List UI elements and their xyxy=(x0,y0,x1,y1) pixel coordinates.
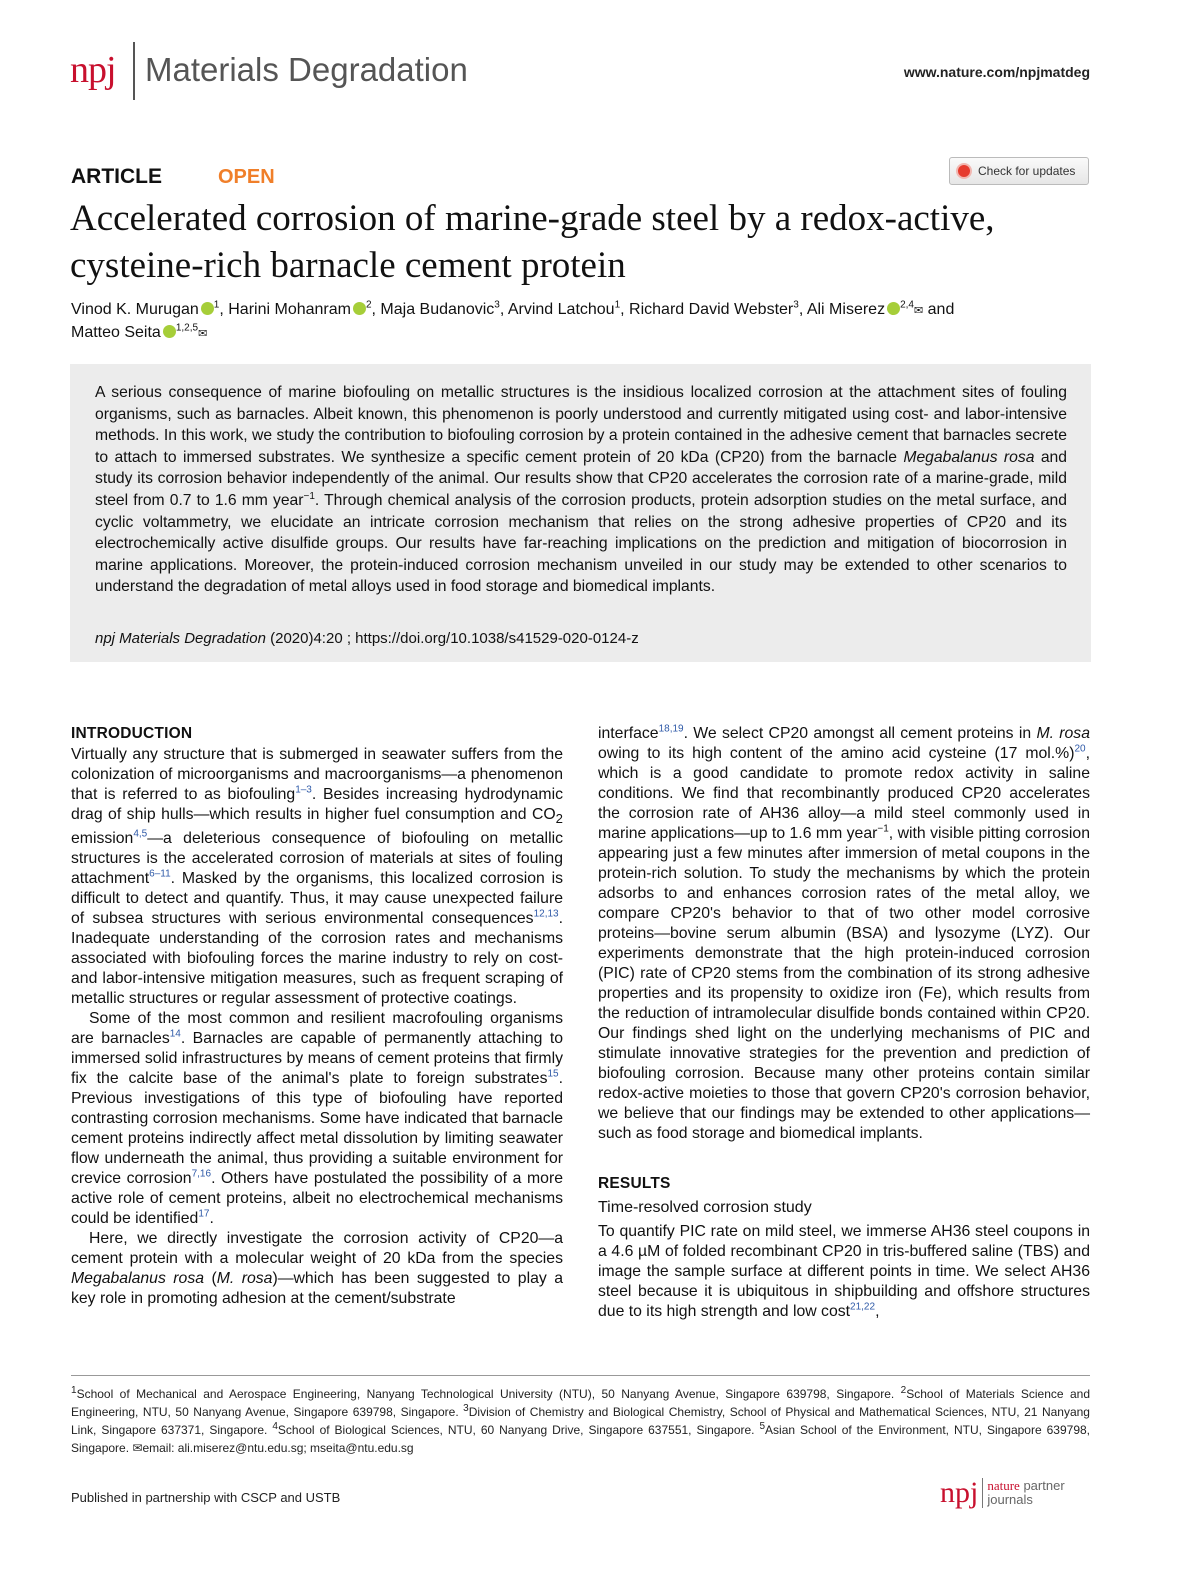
reference-link[interactable]: 17 xyxy=(198,1208,210,1220)
results-paragraph-1: To quantify PIC rate on mild steel, we immerse AH36 steel coupons in a 4.6 µM of folded recombinant CP20 in tris-buffered saline (TBS) and image the sample surface at different points in time. We select AH36 steel because it is ubiquitous in shipbuilding and offshore structures due to its high strength and low cost$^{21,22}$, xyxy=(598,1223,1090,1320)
intro-paragraph-2: Some of the most common and resilient macrofouling organisms are barnacles$^{14}$. Barnacles are capable of permanently attaching to immersed solid infrastructures by means of cement proteins that firmly fix the calcite base of the animal's plate to foreign substrates$^{15}$. Previous investigations of this type of biofouling have reported contrasting corrosion mechanisms. Some have indicated that barnacle cement proteins indirectly affect metal dissolution by limiting seawater flow underneath the animal, thus providing a suitable environment for crevice corrosion$^{7,16}$. Others have postulated the possibility of a more active role of cement proteins, albeit no electrochemical mechanisms could be identified$^{17}$. xyxy=(71,1010,563,1228)
journal-name[interactable]: Materials Degradation xyxy=(145,51,468,88)
reference-link[interactable]: 6–11 xyxy=(149,868,171,880)
reference-link[interactable]: 15 xyxy=(547,1068,559,1080)
intro-paragraph-3: Here, we directly investigate the corrosion activity of CP20—a cement protein with a molecular weight of 20 kDa from the species Megabalanus rosa (M. rosa)—which has been suggested to play a key role in promoting adhesion at the cement/substrate xyxy=(71,1230,563,1308)
reference-link[interactable]: 12,13 xyxy=(533,908,559,920)
article-type: ARTICLE xyxy=(71,165,162,188)
author-affiliation: 1 xyxy=(614,299,621,311)
publisher-note: Published in partnership with CSCP and USTB xyxy=(71,1490,341,1505)
author-affiliation: 2 xyxy=(365,299,372,311)
partner-divider xyxy=(982,1478,983,1508)
subsection-heading: Time-resolved corrosion study xyxy=(598,1199,812,1216)
author-list: Vinod K. Murugan $^1$, Harini Mohanram $^2$, Maja Budanovic$^3$, Arvind Latchou$^1$, Richard David Webster$^3$, Ali Miserez $^{2,4}$✉ and Matteo Seita $^{1,2,5}$✉ xyxy=(71,299,955,341)
reference-link[interactable]: 18,19 xyxy=(658,723,684,735)
author-affiliation: 1 xyxy=(213,299,220,311)
author-name[interactable]: Ali Miserez xyxy=(806,301,886,318)
body-column-left xyxy=(71,724,563,1309)
author-affiliation: 1,2,5 xyxy=(175,322,199,334)
envelope-icon[interactable]: ✉ xyxy=(198,328,208,340)
open-access-label: OPEN xyxy=(218,166,275,188)
logo-divider xyxy=(133,42,135,100)
authors-and: and xyxy=(927,301,955,318)
reference-link[interactable]: 1–3 xyxy=(295,784,312,796)
reference-link[interactable]: 4,5 xyxy=(133,828,148,840)
author-name[interactable]: Maja Budanovic xyxy=(380,301,495,318)
intro-paragraph-1: Virtually any structure that is submerged in seawater suffers from the colonization of microorganisms and macroorganisms—a phenomenon that is referred to as biofouling$^{1-3}$. Besides increasing hydrodynamic drag of ship hulls—which results in higher fuel consumption and $CO_2$ emission$^{4,5}$—a deleterious consequence of biofouling on metallic structures is the accelerated corrosion of materials at sites of fouling attachment$^{6-11}$. Masked by the organisms, this localized corrosion is difficult to detect and quantify. Thus, it may cause unexpected failure of subsea structures with serious environmental consequences$^{12,13}$. Inadequate understanding of the corrosion rates and mechanisms associated with biofouling forces the marine industry to rely on cost- and labor-intensive mitigation measures, such as frequent scraping of metallic structures or regular assessment of protective coatings. xyxy=(71,746,563,1008)
author-name[interactable]: Richard David Webster xyxy=(629,301,794,318)
envelope-icon: ✉ xyxy=(132,1441,143,1455)
orcid-icon[interactable] xyxy=(353,302,366,315)
citation-doi[interactable]: (2020)4:20 ; https://doi.org/10.1038/s41529-020-0124-z xyxy=(265,630,639,647)
intro-paragraph-4: interface$^{18,19}$. We select CP20 amongst all cement proteins in M. rosa owing to its high content of the amino acid cysteine (17 mol.%)$^{20}$, which is a good candidate to promote redox activity in saline conditions. We find that recombinantly produced CP20 accelerates the corrosion rate of AH36 alloy—a mild steel commonly used in marine applications—up to 1.6 mm year$^{-1}$, with visible pitting corrosion appearing just a few minutes after immersion of metal coupons in the protein-rich solution. To study the mechanisms by which the protein adsorbs to and enhances corrosion rates of the metal alloy, we compare CP20's behavior to that of two other model corrosive proteins—bovine serum albumin (BSA) and lysozyme (LYZ). Our experiments demonstrate that the high protein-induced corrosion (PIC) rate of CP20 stems from the combination of its strong adhesive properties and its propensity to oxidize iron (Fe), which results from the reduction of intramolecular disulfide bonds contained within CP20. Our findings shed light on the underlying mechanisms of PIC and stimulate innovative strategies for the prevention and prediction of biofouling corrosion. Because many other proteins contain similar redox-active moieties to those that govern CP20's corrosion behavior, we believe that our findings may be extended to other applications—such as food storage and biomedical implants. xyxy=(598,723,1090,1142)
section-heading-results: RESULTS xyxy=(598,1175,671,1192)
orcid-icon[interactable] xyxy=(887,302,900,315)
partner-npj-mark: npj xyxy=(940,1476,979,1509)
footnote-rule xyxy=(71,1375,1090,1376)
author-name[interactable]: Harini Mohanram xyxy=(228,301,351,318)
partner-text: nature partner journals xyxy=(987,1478,1065,1507)
author-affiliation: 2,4 xyxy=(900,299,914,311)
section-heading-introduction: INTRODUCTION xyxy=(71,725,193,742)
npj-logo[interactable]: npj xyxy=(70,49,116,91)
article-title: Accelerated corrosion of marine-grade steel by a redox-active, cysteine-rich barnacle cement protein xyxy=(70,198,995,286)
citation-journal: npj Materials Degradation xyxy=(95,630,266,647)
contact-email[interactable]: email: ali.miserez@ntu.edu.sg; mseita@ntu.edu.sg xyxy=(142,1441,414,1455)
author-name[interactable]: Matteo Seita xyxy=(71,324,161,341)
author-name[interactable]: Arvind Latchou xyxy=(507,301,615,318)
author-affiliation: 3 xyxy=(494,299,500,311)
check-updates-button[interactable] xyxy=(949,157,1089,185)
reference-link[interactable]: 7,16 xyxy=(191,1168,212,1180)
check-updates-icon xyxy=(956,163,972,179)
envelope-icon[interactable]: ✉ xyxy=(913,305,924,317)
reference-link[interactable]: 20 xyxy=(1074,743,1086,755)
journal-url[interactable]: www.nature.com/npjmatdeg xyxy=(903,64,1090,80)
affiliation-footnotes: $^1$School of Mechanical and Aerospace Engineering, Nanyang Technological University (NTU), 50 Nanyang Avenue, Singapore 639798, Singapore. $^2$School of Materials Science and Engineering, NTU, 50 Nanyang Avenue, Singapore 639798, Singapore. $^3$Division of Chemistry and Biological Chemistry, School of Physical and Mathematical Sciences, NTU, 21 Nanyang Link, Singapore 637371, Singapore. $^4$School of Biological Sciences, NTU, 60 Nanyang Drive, Singapore 637551, Singapore. $^5$Asian School of the Environment, NTU, Singapore 639798, Singapore. ✉email: ali.miserez@ntu.edu.sg; mseita@ntu.edu.sg xyxy=(71,1385,1090,1455)
section-spacer xyxy=(598,1144,1090,1174)
orcid-icon[interactable] xyxy=(201,302,214,315)
body-column-right xyxy=(598,724,1090,1322)
reference-link[interactable]: 14 xyxy=(169,1028,181,1040)
author-name[interactable]: Vinod K. Murugan xyxy=(71,301,199,318)
check-updates-label: Check for updates xyxy=(978,164,1076,178)
abstract-text: A serious consequence of marine biofouling on metallic structures is the insidious localized corrosion at the attachment sites of fouling organisms, such as barnacles. Albeit known, this phenomenon is poorly understood and currently mitigated using cost- and labor-intensive methods. In this work, we study the contribution to biofouling corrosion by a protein contained in the adhesive cement that barnacles secrete to attach to immersed substrates. We synthesize a specific cement protein of 20 kDa (CP20) from the barnacle Megabalanus rosa and study its corrosion behavior independently of the animal. Our results show that CP20 accelerates the corrosion rate of a marine-grade, mild steel from 0.7 to 1.6 mm year$^{-1}$. Through chemical analysis of the corrosion products, protein adsorption studies on the metal surface, and cyclic voltammetry, we elucidate an intricate corrosion mechanism that relies on the strong adhesive properties of CP20 and its electrochemically active disulfide groups. Our results have far-reaching implications on the prediction and mitigation of biocorrosion in marine applications. Moreover, the protein-induced corrosion mechanism unveiled in our study may be extended to other scenarios to understand the degradation of metal alloys used in food storage and biomedical implants. xyxy=(95,384,1068,596)
author-affiliation: 3 xyxy=(793,299,799,311)
reference-link[interactable]: 21,22 xyxy=(850,1301,876,1313)
npj-partner-logo[interactable] xyxy=(940,1478,1065,1508)
citation-line xyxy=(95,630,639,647)
orcid-icon[interactable] xyxy=(163,325,176,338)
